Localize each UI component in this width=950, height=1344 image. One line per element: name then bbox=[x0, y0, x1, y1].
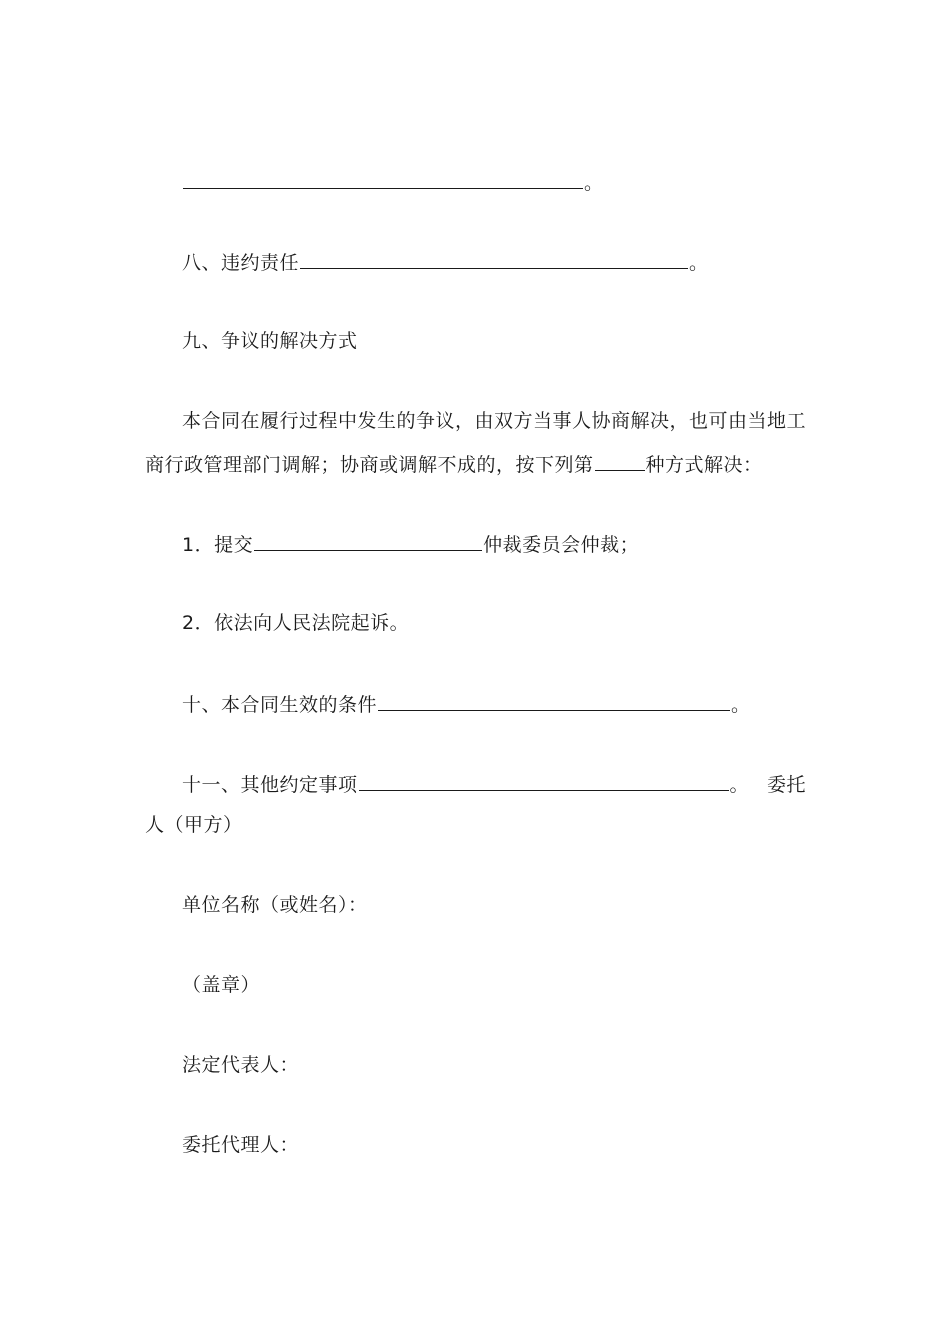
dispute-paragraph-line-1: 本合同在履行过程中发生的争议，由双方当事人协商解决，也可由当地工 bbox=[182, 410, 807, 432]
section-10-label: 十、本合同生效的条件 bbox=[182, 694, 378, 716]
dispute-paragraph-line-2 bbox=[145, 450, 763, 478]
section-9-heading: 九、争议的解决方式 bbox=[182, 330, 358, 352]
continuation-line bbox=[182, 168, 604, 196]
effective-conditions-blank[interactable] bbox=[378, 690, 730, 711]
option-1-suffix: 仲裁委员会仲裁； bbox=[483, 534, 640, 556]
option-1-arbitration bbox=[182, 530, 639, 558]
other-matters-blank[interactable] bbox=[359, 770, 729, 791]
line-end: 。 bbox=[584, 172, 604, 194]
section-10-effective-conditions bbox=[182, 690, 751, 718]
principal-party-line: 人（甲方） bbox=[145, 814, 243, 836]
dispute-line-2-suffix: 种方式解决： bbox=[645, 454, 763, 476]
section-8-end: 。 bbox=[689, 252, 709, 274]
section-10-end: 。 bbox=[731, 694, 751, 716]
dispute-line-2-prefix: 商行政管理部门调解；协商或调解不成的，按下列第 bbox=[145, 454, 594, 476]
section-8-label: 八、违约责任 bbox=[182, 252, 300, 274]
option-1-prefix: 1．提交 bbox=[182, 534, 254, 556]
fill-blank[interactable] bbox=[183, 168, 583, 189]
section-11-tail: 委托 bbox=[767, 774, 807, 796]
option-2-litigation: 2．依法向人民法院起诉。 bbox=[182, 612, 410, 634]
arbitration-committee-blank[interactable] bbox=[254, 530, 482, 551]
breach-liability-blank[interactable] bbox=[300, 248, 688, 269]
section-11-other-matters bbox=[182, 770, 806, 798]
legal-representative-label: 法定代表人： bbox=[182, 1054, 300, 1076]
seal-label: （盖章） bbox=[182, 974, 261, 996]
authorized-agent-label: 委托代理人： bbox=[182, 1134, 300, 1156]
resolution-method-blank[interactable] bbox=[595, 450, 645, 471]
section-8-breach-liability bbox=[182, 248, 709, 276]
section-11-label: 十一、其他约定事项 bbox=[182, 774, 358, 796]
unit-name-label: 单位名称（或姓名）： bbox=[182, 894, 368, 916]
section-11-end: 。 bbox=[729, 774, 750, 796]
